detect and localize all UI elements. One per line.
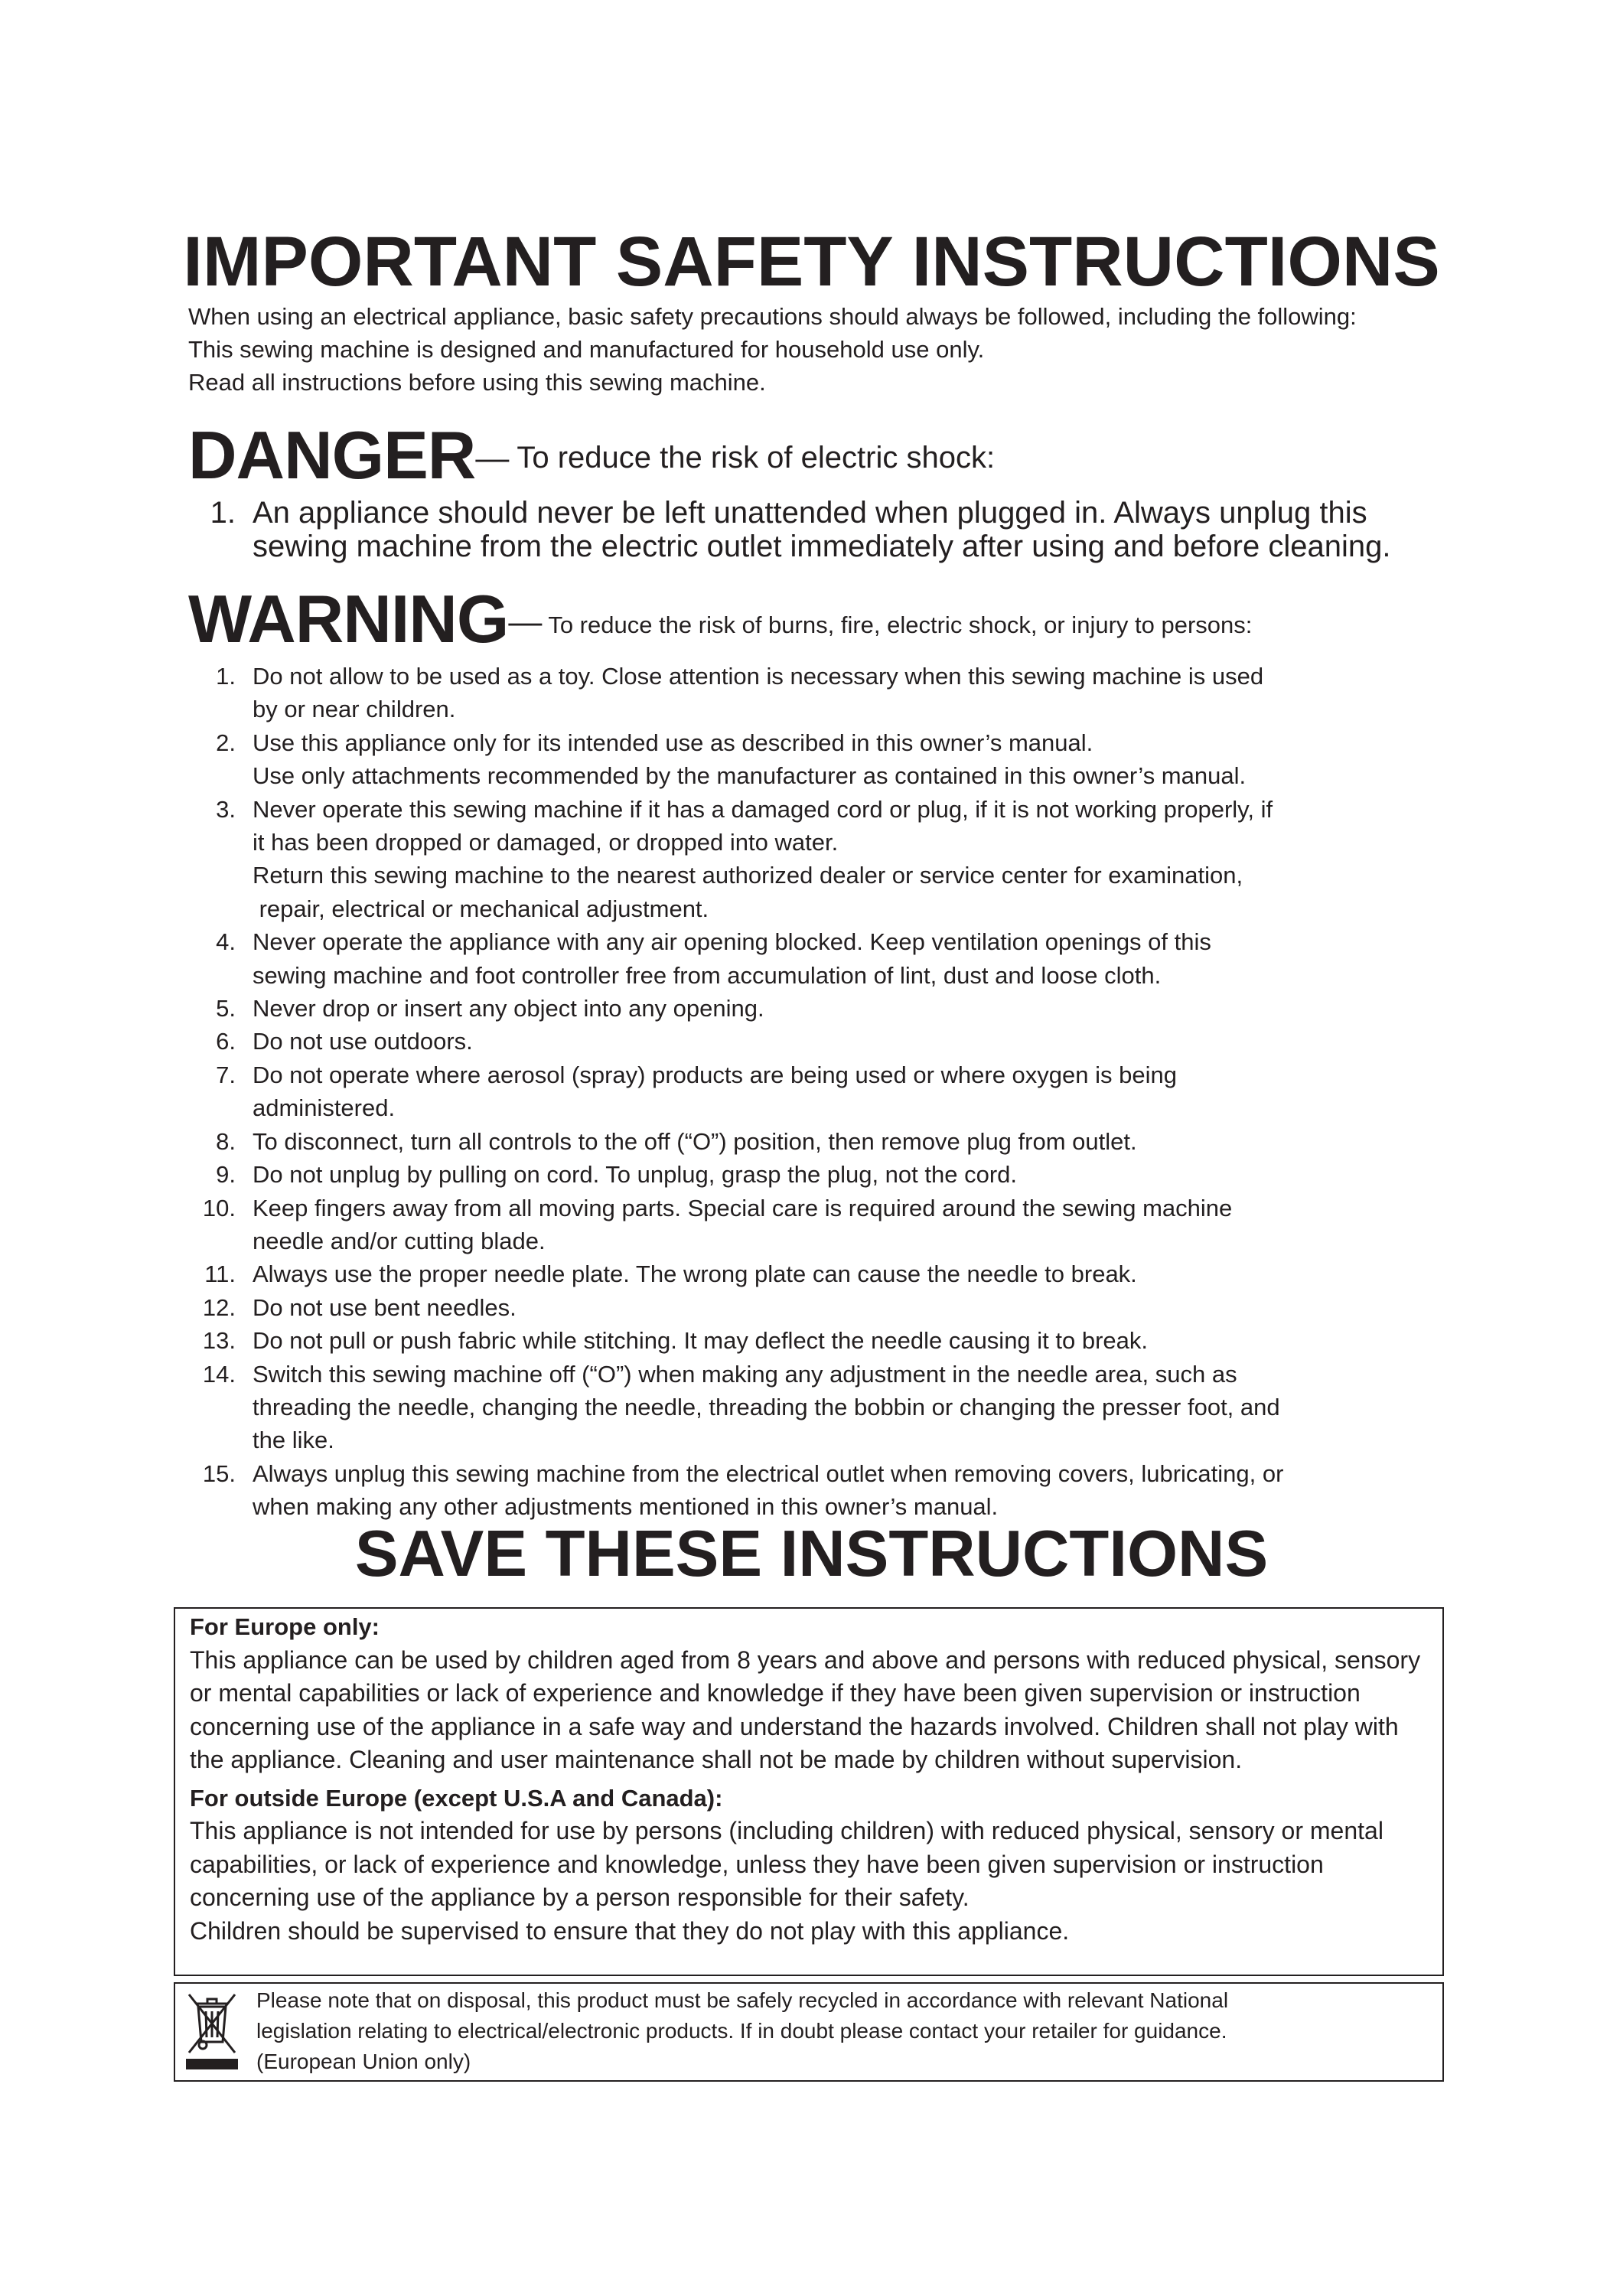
warning-item-number: 4.: [216, 928, 236, 956]
warning-item-line: Never operate the appliance with any air opening blocked. Keep ventilation openings of this: [253, 928, 1211, 956]
warning-item-line: Do not use bent needles.: [253, 1293, 517, 1321]
disposal-line: legislation relating to electrical/electronic products. If in doubt please contact your retailer for guidance.: [256, 2019, 1227, 2043]
disposal-notice-box: [174, 1982, 1444, 2082]
warning-item-line: sewing machine and foot controller free from accumulation of lint, dust and loose cloth.: [253, 961, 1162, 989]
warning-item-line: repair, electrical or mechanical adjustment.: [253, 895, 709, 922]
warning-item: [188, 1358, 1458, 1457]
warning-item-line: Do not operate where aerosol (spray) products are being used or where oxygen is being: [253, 1061, 1177, 1088]
warning-item-line: Do not allow to be used as a toy. Close attention is necessary when this sewing machine is used: [253, 663, 1264, 690]
warning-item: [188, 1158, 1458, 1191]
warning-item-number: 14.: [202, 1360, 236, 1388]
warning-item: [188, 1257, 1458, 1290]
warning-item: [188, 992, 1458, 1025]
disposal-text: [256, 1985, 1435, 2077]
warning-item: [188, 660, 1458, 726]
europe-text: This appliance can be used by children aged from 8 years and above and persons with reduced physical, sensory or mental capabilities or lack of experience and knowledge if they have been given supervision or instruction concerning use of the appliance in a safe way and understand the hazards involved. Children shall not play with the appliance. Cleaning and user maintenance shall not be made by children without supervision.: [190, 1645, 1421, 1773]
warning-item-line: threading the needle, changing the needle, threading the bobbin or changing the presser foot, and: [253, 1393, 1280, 1420]
warning-item-line: Keep fingers away from all moving parts. Special care is required around the sewing machine: [253, 1194, 1233, 1221]
intro-paragraph: This sewing machine is designed and manufactured for household use only.: [188, 336, 985, 363]
crossed-out-wheelie-bin-icon: [184, 1988, 240, 2071]
danger-item: [188, 496, 1489, 563]
warning-item-number: 5.: [216, 995, 236, 1022]
warning-heading-line: [188, 580, 1252, 658]
warning-item-line: Never operate this sewing machine if it has a damaged cord or plug, if it is not working properly, if: [253, 795, 1273, 823]
outside-europe-text: This appliance is not intended for use by persons (including children) with reduced physical, sensory or mental capabilities, or lack of experience and knowledge, unless they have been given supervision or instruction concerning use of the appliance by a person responsible for their safety.: [190, 1817, 1383, 1911]
warning-item-line: it has been dropped or damaged, or dropped into water.: [253, 829, 839, 856]
danger-subheading: To reduce the risk of electric shock:: [517, 441, 996, 475]
warning-item-line: Do not unplug by pulling on cord. To unplug, grasp the plug, not the cord.: [253, 1161, 1018, 1189]
warning-item: [188, 1457, 1458, 1524]
warning-list: [188, 660, 1458, 1524]
danger-list: [188, 496, 1489, 563]
danger-heading: DANGER: [188, 417, 476, 493]
warning-item: [188, 1125, 1458, 1158]
warning-item-line: Switch this sewing machine off (“O”) when making any adjustment in the needle area, such as: [253, 1360, 1237, 1388]
warning-item-number: 15.: [202, 1459, 236, 1487]
warning-item-number: 7.: [216, 1061, 236, 1088]
warning-item-line: To disconnect, turn all controls to the off (“O”) position, then remove plug from outlet.: [253, 1127, 1137, 1155]
warning-item-number: 8.: [216, 1127, 236, 1155]
save-instructions-title: SAVE THESE INSTRUCTIONS: [354, 1518, 1269, 1590]
disposal-line: Please note that on disposal, this product must be safely recycled in accordance with relevant National: [256, 1988, 1229, 2012]
warning-heading: WARNING: [188, 581, 509, 657]
warning-item-number: 6.: [216, 1028, 236, 1055]
warning-item: [188, 1058, 1458, 1125]
warning-item-number: 3.: [216, 795, 236, 823]
warning-item: [188, 925, 1458, 992]
warning-item-number: 13.: [202, 1327, 236, 1355]
warning-item-number: 2.: [216, 729, 236, 756]
warning-item: [188, 1324, 1458, 1357]
warning-item-number: 12.: [202, 1293, 236, 1321]
danger-item-line: An appliance should never be left unattended when plugged in. Always unplug this: [253, 496, 1367, 530]
warning-item-number: 9.: [216, 1161, 236, 1189]
danger-item-line: sewing machine from the electric outlet immediately after using and before cleaning.: [253, 530, 1391, 563]
warning-item-line: by or near children.: [253, 696, 456, 723]
disposal-line: (European Union only): [256, 2050, 471, 2073]
warning-item-line: Use this appliance only for its intended use as described in this owner’s manual.: [253, 729, 1093, 756]
warning-item: [188, 793, 1458, 926]
warning-item-line: Never drop or insert any object into any opening.: [253, 995, 764, 1022]
warning-item-line: Always use the proper needle plate. The wrong plate can cause the needle to break.: [253, 1261, 1137, 1288]
warning-item-line: Do not use outdoors.: [253, 1028, 473, 1055]
page-title: IMPORTANT SAFETY INSTRUCTIONS: [183, 223, 1440, 301]
intro-section: [188, 300, 1443, 399]
europe-heading: For Europe only:: [190, 1613, 380, 1640]
warning-item-line: Always unplug this sewing machine from the electrical outlet when removing covers, lubricating, or: [253, 1459, 1284, 1487]
intro-paragraph: Read all instructions before using this sewing machine.: [188, 369, 766, 396]
warning-item-line: when making any other adjustments mentioned in this owner’s manual.: [253, 1493, 999, 1521]
outside-europe-text-2: Children should be supervised to ensure that they do not play with this appliance.: [190, 1916, 1070, 1945]
warning-item: [188, 1291, 1458, 1324]
warning-item: [188, 1192, 1458, 1258]
warning-item-line: Use only attachments recommended by the manufacturer as contained in this owner’s manual.: [253, 762, 1247, 790]
warning-item-line: Do not pull or push fabric while stitching. It may deflect the needle causing it to break.: [253, 1327, 1149, 1355]
danger-item-number: 1.: [210, 496, 236, 530]
warning-item-line: Return this sewing machine to the nearest authorized dealer or service center for examination,: [253, 862, 1243, 889]
warning-subheading: To reduce the risk of burns, fire, electric shock, or injury to persons:: [548, 612, 1253, 638]
danger-dash: —: [475, 439, 510, 477]
warning-item-number: 11.: [204, 1261, 236, 1288]
warning-item-number: 1.: [216, 663, 236, 690]
warning-item-line: administered.: [253, 1094, 396, 1122]
warning-item-line: needle and/or cutting blade.: [253, 1227, 546, 1254]
warning-item: [188, 1025, 1458, 1058]
warning-item-number: 10.: [202, 1194, 236, 1221]
intro-paragraph: When using an electrical appliance, basic safety precautions should always be followed, including the following:: [188, 303, 1357, 330]
warning-item: [188, 726, 1458, 793]
outside-europe-heading: For outside Europe (except U.S.A and Canada):: [190, 1784, 723, 1812]
warning-dash: —: [508, 603, 543, 641]
danger-heading-line: [188, 416, 995, 494]
warning-item-line: the like.: [253, 1427, 334, 1454]
age-restriction-box: [174, 1607, 1444, 1976]
